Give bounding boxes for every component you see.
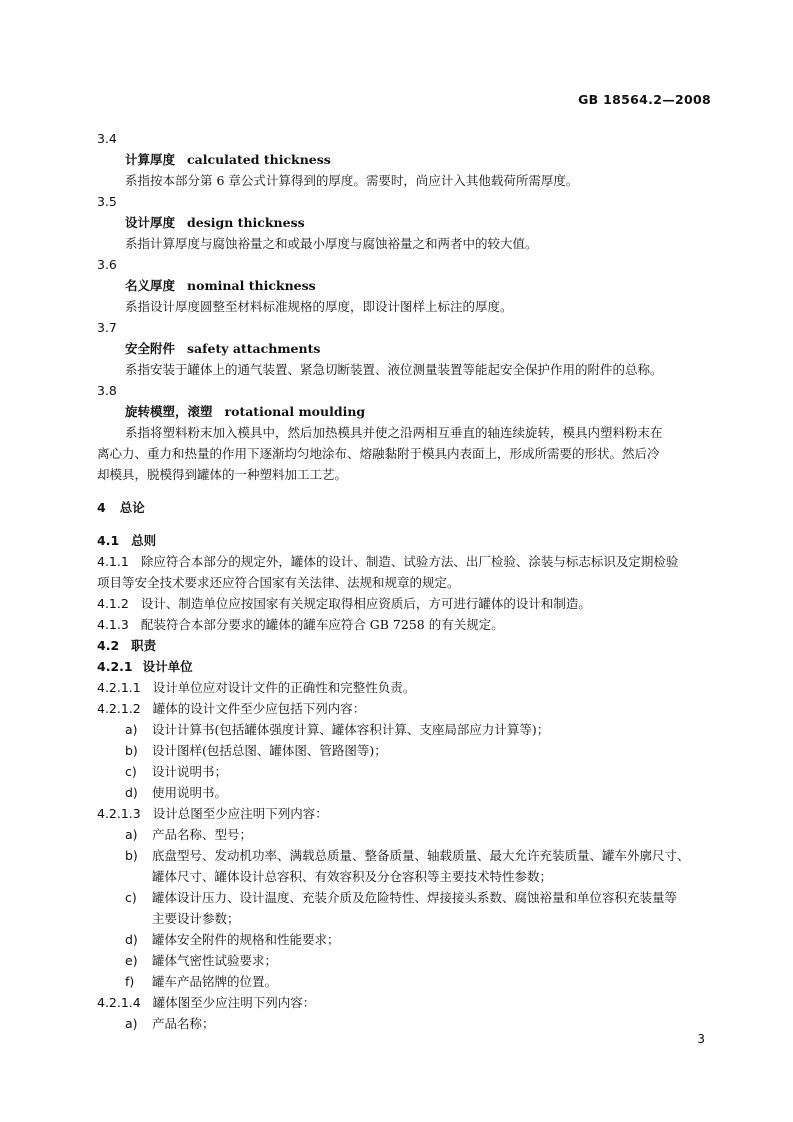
- section-title: 总论: [119, 500, 145, 515]
- clause-body: 设计总图至少应注明下列内容：: [152, 806, 328, 821]
- standard-code: GB 18564.2—2008: [578, 92, 711, 107]
- clause-text: 项目等安全技术要求还应符合国家有关法律、法规和规章的规定。: [97, 575, 460, 590]
- clause-number: 3.5: [97, 194, 117, 209]
- term-cn: 计算厚度: [125, 152, 176, 167]
- clause-number: 4.2.1.3: [97, 806, 141, 821]
- list-text: 设计计算书(包括罐体强度计算、罐体容积计算、支座局部应力计算等)；: [152, 722, 550, 737]
- list-item-continuation: 罐体尺寸、罐体设计总容积、有效容积及分仓容积等主要技术特性参数；: [152, 869, 553, 884]
- list-item: [97, 761, 717, 782]
- subsection-title: 职责: [131, 638, 157, 653]
- list-text: 罐体设计压力、设计温度、充装介质及危险特性、焊接接头系数、腐蚀裕量和单位容积充装量等: [152, 890, 678, 905]
- list-item: [97, 740, 717, 761]
- list-text: 设计说明书；: [152, 764, 228, 779]
- clause-number: 4.1.3: [97, 617, 129, 632]
- term-en: design thickness: [187, 215, 305, 230]
- clause-number: 4.2.1.4: [97, 995, 141, 1010]
- list-item: [97, 782, 717, 803]
- list-marker: d): [125, 785, 138, 800]
- list-item: [97, 1013, 717, 1034]
- list-item: [97, 929, 717, 950]
- list-marker: b): [125, 743, 138, 758]
- definition-text: 系指安装于罐体上的通气装置、紧急切断装置、液位测量装置等能起安全保护作用的附件的总称。: [125, 362, 663, 377]
- term-en: calculated thickness: [187, 152, 331, 167]
- page-number: 3: [697, 1032, 705, 1046]
- term-cn: 安全附件: [125, 341, 176, 356]
- list-marker: c): [125, 890, 137, 905]
- clause-text: [97, 677, 717, 698]
- term-cn: 设计厚度: [125, 215, 176, 230]
- list-marker: a): [125, 722, 138, 737]
- section-heading: [97, 497, 717, 518]
- term-en: rotational moulding: [224, 404, 366, 419]
- list-marker: e): [125, 953, 138, 968]
- clause-body: 配装符合本部分要求的罐体的罐车应符合 GB 7258 的有关规定。: [140, 617, 504, 632]
- document-body: [97, 128, 717, 1034]
- subsection-number: 4.1: [97, 533, 120, 548]
- subsection-title: 总则: [131, 533, 157, 548]
- definition-text: 却模具，脱模得到罐体的一种塑料加工工艺。: [97, 467, 348, 482]
- list-text: 设计图样(包括总图、罐体图、管路图等)；: [152, 743, 387, 758]
- clause-number: 4.2.1.1: [97, 680, 141, 695]
- clause-number: 4.1.2: [97, 596, 129, 611]
- definition-text: 系指计算厚度与腐蚀裕量之和或最小厚度与腐蚀裕量之和两者中的较大值。: [125, 236, 538, 251]
- list-item: [97, 824, 717, 845]
- list-text: 使用说明书。: [152, 785, 228, 800]
- definition-text: 系指设计厚度圆整至材料标准规格的厚度，即设计图样上标注的厚度。: [125, 299, 513, 314]
- section-number: 4: [97, 500, 106, 515]
- clause-text: [97, 614, 717, 635]
- clause-text: [97, 992, 717, 1013]
- term-cn: 旋转模塑，滚塑: [125, 404, 213, 419]
- list-marker: f): [125, 974, 135, 989]
- subsection-heading: [97, 635, 717, 656]
- subsection-heading: [97, 530, 717, 551]
- clause-number: 4.1.1: [97, 554, 129, 569]
- list-marker: a): [125, 827, 138, 842]
- clause-number: 3.8: [97, 383, 117, 398]
- term-heading: [97, 149, 717, 170]
- list-item: [97, 887, 717, 908]
- list-text: 底盘型号、发动机功率、满载总质量、整备质量、轴载质量、最大允许充装质量、罐车外廓尺寸、: [152, 848, 690, 863]
- definition-text: 系指将塑料粉末加入模具中，然后加热模具并使之沿两相互垂直的轴连续旋转，模具内塑料粉末在: [125, 425, 663, 440]
- clause-text: [97, 698, 717, 719]
- clause-text: [97, 551, 717, 572]
- list-marker: a): [125, 1016, 138, 1031]
- list-text: 罐体安全附件的规格和性能要求；: [152, 932, 340, 947]
- term-en: nominal thickness: [187, 278, 316, 293]
- subsection-title: 设计单位: [142, 659, 193, 674]
- clause-text: [97, 803, 717, 824]
- list-marker: b): [125, 848, 138, 863]
- list-item-continuation: 主要设计参数；: [152, 911, 240, 926]
- clause-body: 设计单位应对设计文件的正确性和完整性负责。: [152, 680, 416, 695]
- term-heading: [97, 212, 717, 233]
- clause-body: 除应符合本部分的规定外，罐体的设计、制造、试验方法、出厂检验、涂装与标志标识及定期检验: [140, 554, 679, 569]
- list-item: [97, 845, 717, 866]
- definition-text: 系指按本部分第 6 章公式计算得到的厚度。需要时，尚应计入其他载荷所需厚度。: [125, 173, 579, 188]
- clause-number: 3.6: [97, 257, 117, 272]
- term-heading: [97, 338, 717, 359]
- clause-body: 设计、制造单位应按国家有关规定取得相应资质后，方可进行罐体的设计和制造。: [140, 596, 591, 611]
- list-marker: c): [125, 764, 137, 779]
- clause-number: 3.4: [97, 131, 117, 146]
- term-cn: 名义厚度: [125, 278, 176, 293]
- subsection-number: 4.2: [97, 638, 120, 653]
- list-text: 产品名称、型号；: [152, 827, 253, 842]
- subsection-number: 4.2.1: [97, 659, 133, 674]
- subsection-heading: [97, 656, 717, 677]
- clause-text: [97, 593, 717, 614]
- clause-body: 罐体的设计文件至少应包括下列内容：: [152, 701, 366, 716]
- list-text: 产品名称；: [152, 1016, 215, 1031]
- list-item: [97, 971, 717, 992]
- definition-text: 离心力、重力和热量的作用下逐渐均匀地涂布、熔融黏附于模具内表面上，形成所需要的形状。然后冷: [97, 446, 660, 461]
- clause-body: 罐体图至少应注明下列内容：: [152, 995, 316, 1010]
- clause-number: 3.7: [97, 320, 117, 335]
- list-item: [97, 719, 717, 740]
- list-text: 罐体气密性试验要求；: [152, 953, 278, 968]
- list-marker: d): [125, 932, 138, 947]
- term-heading: [97, 401, 717, 422]
- term-heading: [97, 275, 717, 296]
- list-text: 罐车产品铭牌的位置。: [152, 974, 278, 989]
- clause-number: 4.2.1.2: [97, 701, 141, 716]
- term-en: safety attachments: [187, 341, 321, 356]
- list-item: [97, 950, 717, 971]
